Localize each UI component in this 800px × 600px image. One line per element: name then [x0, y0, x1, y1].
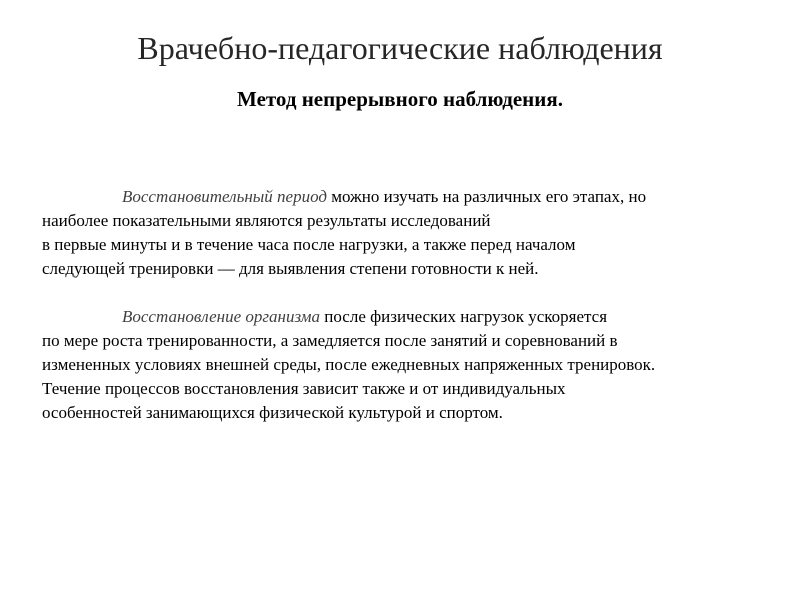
paragraph-line: Течение процессов восстановления зависит также и от индивидуальных	[42, 379, 566, 398]
paragraph-line	[42, 185, 782, 209]
paragraph-organism-recovery	[42, 305, 782, 425]
paragraph-text: можно изучать на различных его этапах, но	[326, 187, 647, 206]
body-text	[42, 185, 782, 425]
paragraph-line: в первые минуты и в течение часа после нагрузки, а также перед началом	[42, 235, 576, 254]
paragraph-line: особенностей занимающихся физической культурой и спортом.	[42, 403, 503, 422]
slide-subtitle: Метод непрерывного наблюдения.	[237, 87, 563, 111]
paragraph-line: измененных условиях внешней среды, после ежедневных напряженных тренировок.	[42, 355, 656, 374]
paragraph-recovery-period	[42, 185, 782, 281]
paragraph-text: после физических нагрузок ускоряется	[320, 307, 608, 326]
slide-title: Врачебно-педагогические наблюдения	[137, 30, 663, 66]
paragraph-line: по мере роста тренированности, а замедляется после занятий и соревнований в	[42, 331, 618, 350]
paragraph-line: наиболее показательными являются результаты исследований	[42, 211, 491, 230]
paragraph-line	[42, 305, 782, 329]
italic-term: Восстановление организма	[122, 307, 321, 326]
italic-term: Восстановительный период	[122, 187, 327, 206]
paragraph-gap	[42, 281, 782, 305]
paragraph-line: следующей тренировки — для выявления степени готовности к ней.	[42, 259, 539, 278]
